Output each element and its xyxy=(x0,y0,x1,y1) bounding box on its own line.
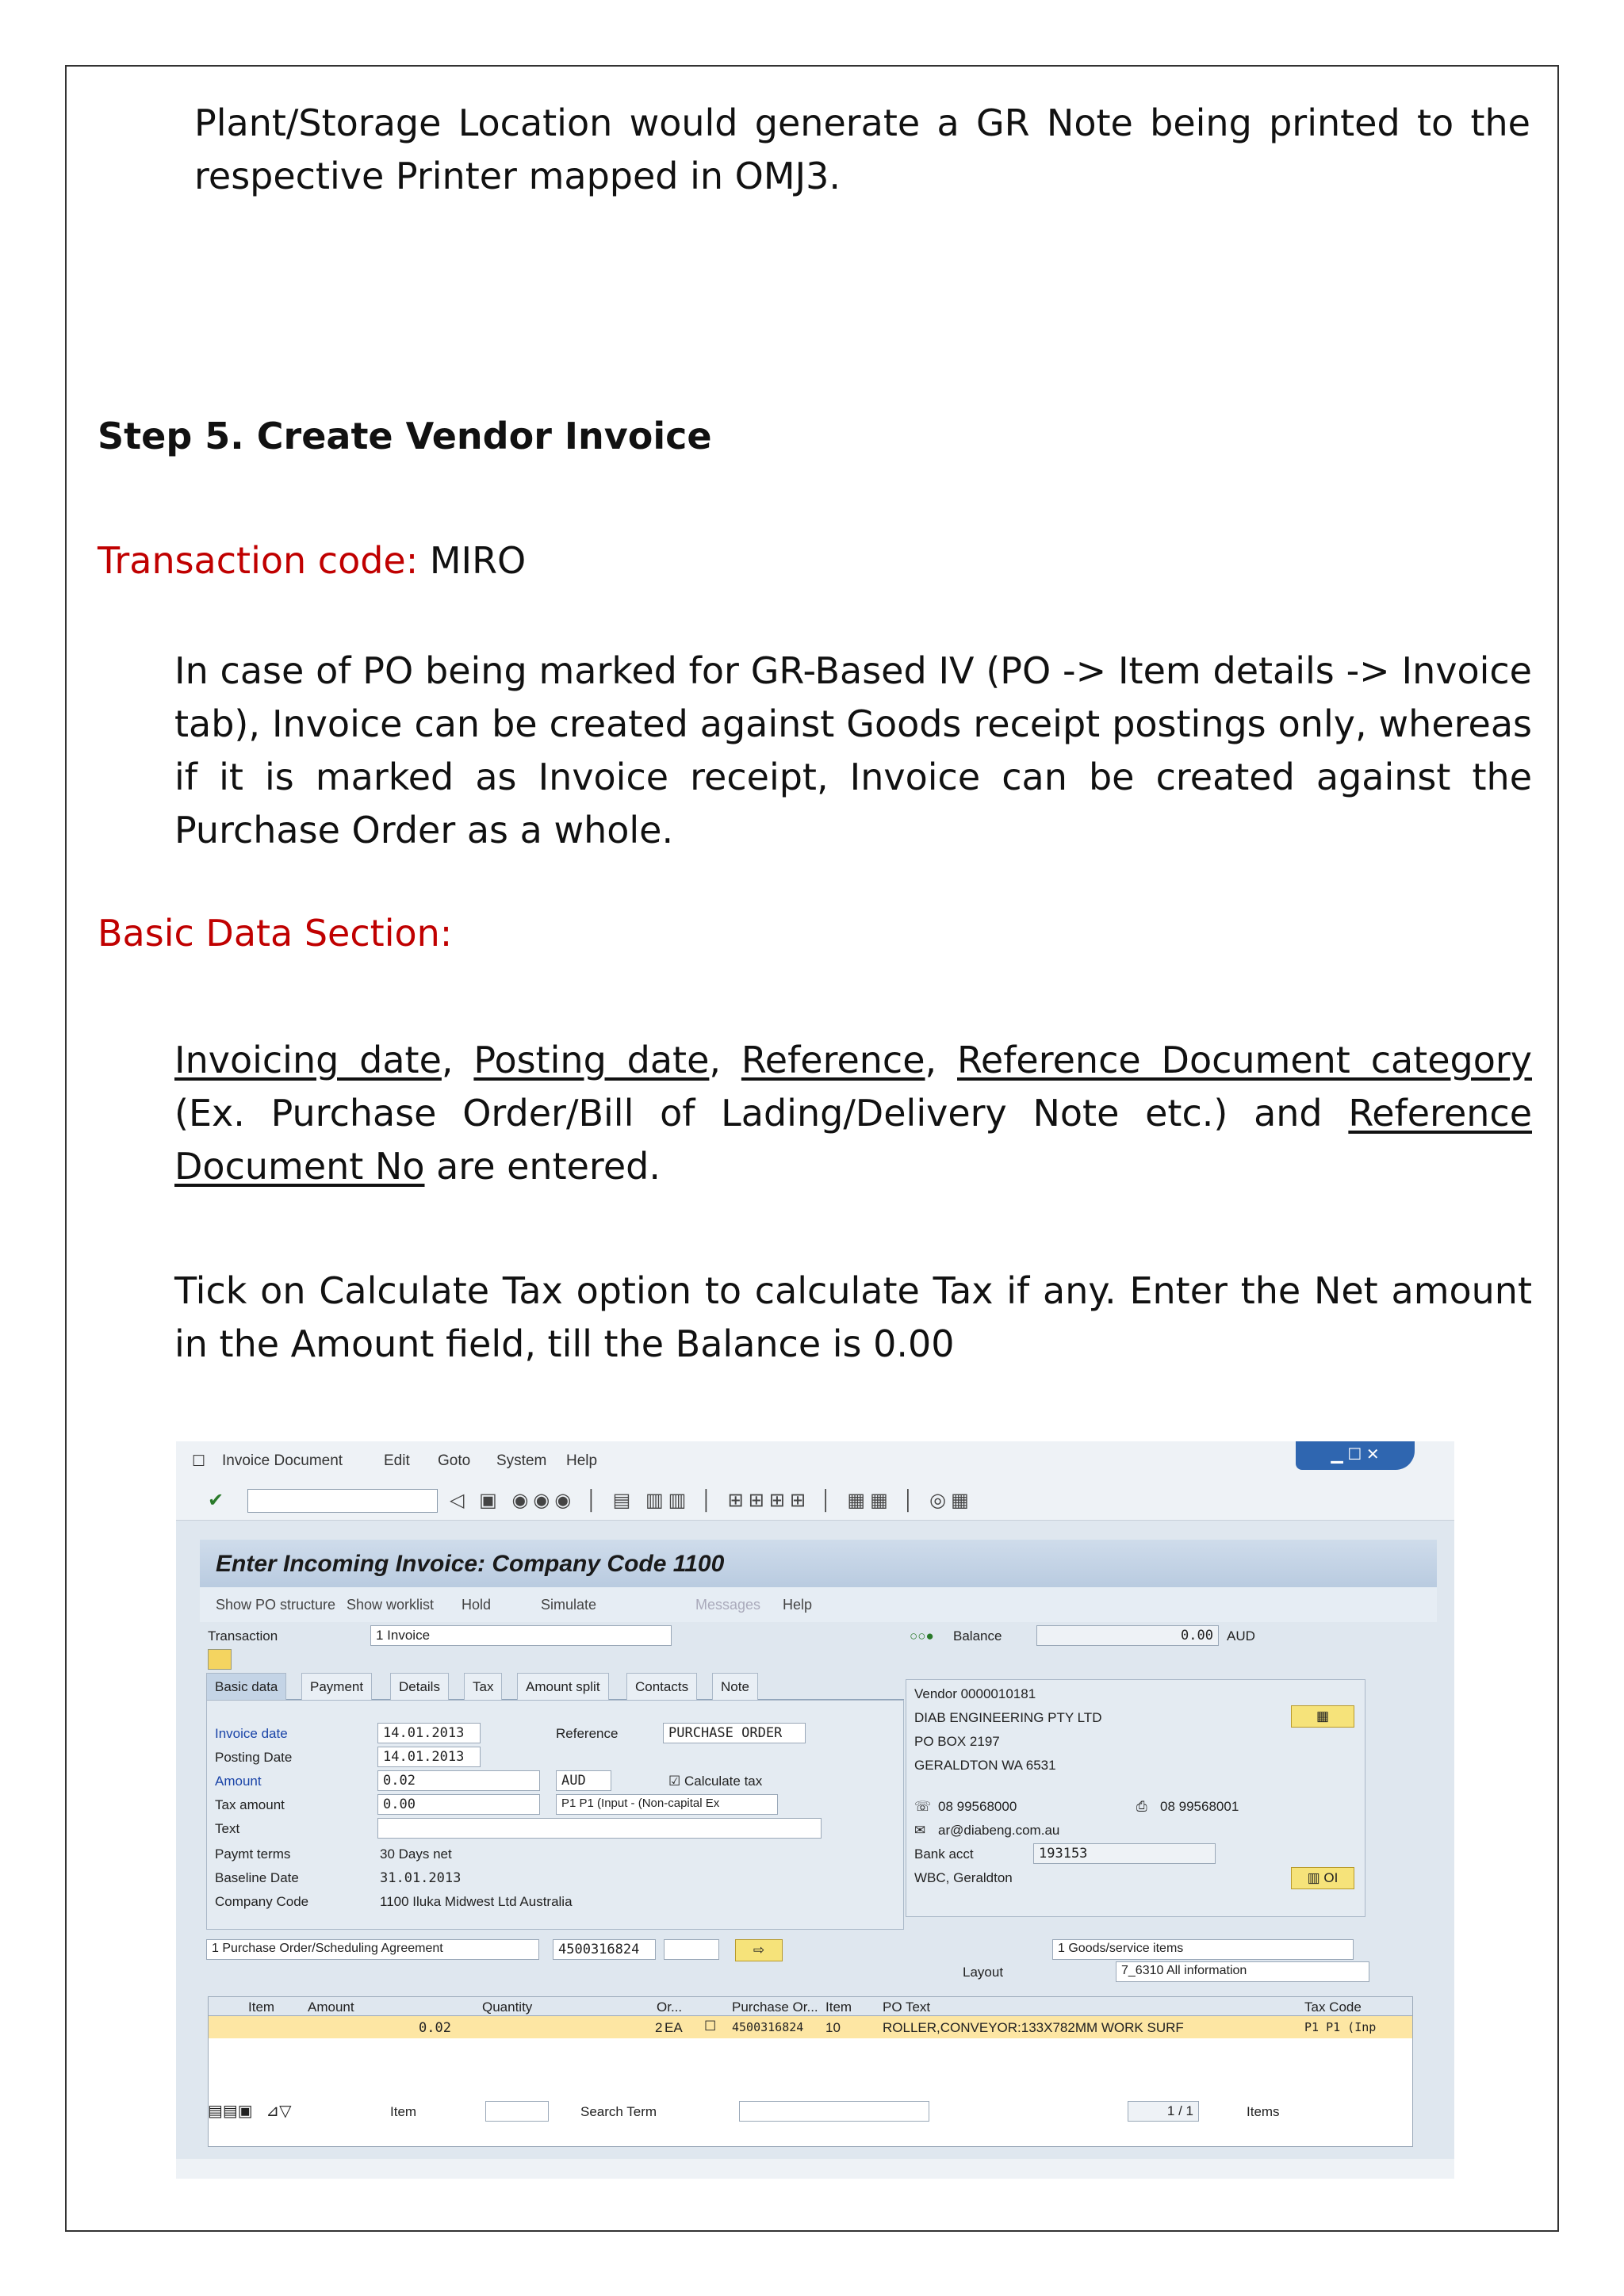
tab-note[interactable]: Note xyxy=(712,1673,758,1700)
menu-edit[interactable]: Edit xyxy=(384,1452,410,1469)
vendor-details-button[interactable]: ▦ xyxy=(1291,1705,1354,1728)
step-heading: Step 5. Create Vendor Invoice xyxy=(98,415,712,457)
table-row[interactable] xyxy=(209,2016,1412,2038)
row-unit: EA xyxy=(665,2020,683,2035)
search-term-label: Search Term xyxy=(580,2104,657,2119)
reference-term: Reference xyxy=(741,1039,925,1081)
reference-field[interactable]: PURCHASE ORDER xyxy=(663,1723,806,1743)
tab-details[interactable]: Details xyxy=(390,1673,449,1700)
baseline-date-label: Baseline Date xyxy=(215,1870,299,1885)
posting-date-field[interactable]: 14.01.2013 xyxy=(377,1747,481,1767)
ref-doc-item-field[interactable] xyxy=(664,1939,719,1960)
tab-contacts[interactable]: Contacts xyxy=(626,1673,697,1700)
payment-terms-label: Paymt terms xyxy=(215,1846,291,1862)
text-label: Text xyxy=(215,1821,240,1836)
reference-label: Reference xyxy=(556,1726,619,1741)
folder-icon[interactable] xyxy=(208,1649,232,1670)
text-field[interactable] xyxy=(377,1818,822,1839)
layout-label: Layout xyxy=(963,1965,1004,1980)
tab-amount-split[interactable]: Amount split xyxy=(517,1673,609,1700)
vendor-fax: 08 99568001 xyxy=(1160,1799,1239,1814)
amount-label: Amount xyxy=(215,1774,262,1789)
menu-help[interactable]: Help xyxy=(566,1452,598,1469)
search-term-field[interactable] xyxy=(739,2101,929,2122)
col-tax-code[interactable]: Tax Code xyxy=(1304,1999,1362,2015)
goods-service-select[interactable]: 1 Goods/service items xyxy=(1052,1939,1354,1960)
vendor-city: GERALDTON WA 6531 xyxy=(914,1758,1056,1773)
tax-amount-field[interactable]: 0.00 xyxy=(377,1794,540,1815)
col-po-item[interactable]: Item xyxy=(825,1999,852,2015)
vendor-phone: 08 99568000 xyxy=(938,1799,1017,1814)
col-order-unit[interactable]: Or... xyxy=(657,1999,683,2015)
bank-name: WBC, Geraldton xyxy=(914,1870,1013,1885)
baseline-date-value: 31.01.2013 xyxy=(380,1870,462,1886)
phone-icon: ☏ xyxy=(914,1799,932,1814)
intro-paragraph: Plant/Storage Location would generate a GR Note being printed to the respective Printer mapped in OMJ3. xyxy=(194,101,1530,197)
sep: , xyxy=(925,1039,958,1081)
item-search-label: Item xyxy=(390,2104,417,2119)
open-items-label: OI xyxy=(1323,1870,1339,1885)
row-tax-code: P1 P1 (Inp xyxy=(1304,2020,1377,2034)
fields-paragraph xyxy=(174,1034,1532,1193)
row-amount: 0.02 xyxy=(419,2020,451,2036)
calculate-tax-checkbox[interactable]: ☑ Calculate tax xyxy=(668,1774,763,1789)
paragraph-text: (Ex. Purchase Order/Bill of Lading/Delivery Note etc.) and xyxy=(174,1092,1349,1135)
invoice-tabs xyxy=(206,1673,904,1700)
menu-goto[interactable]: Goto xyxy=(438,1452,471,1469)
basic-data-label: Basic Data Section: xyxy=(98,912,453,955)
gr-based-paragraph: In case of PO being marked for GR-Based IV (PO -> Item details -> Invoice tab), Invoice can be created against Goods receipt postings only, whereas if it is marked as Invoice receipt, Invoice can be created against the Purchase Order as a whole. xyxy=(174,649,1532,851)
tax-paragraph: Tick on Calculate Tax option to calculate Tax if any. Enter the Net amount in the Amount field, till the Balance is 0.00 xyxy=(174,1269,1532,1365)
status-light-icon: ○○● xyxy=(910,1628,934,1644)
posting-date-label: Posting Date xyxy=(215,1750,293,1765)
paragraph-text: are entered. xyxy=(424,1145,661,1188)
help-button[interactable]: Help xyxy=(783,1597,813,1613)
company-code-label: Company Code xyxy=(215,1894,309,1909)
row-po-text: ROLLER,CONVEYOR:133X782MM WORK SURF xyxy=(883,2020,1184,2035)
items-grid xyxy=(208,1996,1413,2147)
balance-currency: AUD xyxy=(1227,1628,1255,1644)
company-code-value: 1100 Iluka Midwest Ltd Australia xyxy=(380,1894,573,1909)
menu-icon[interactable]: ☐ xyxy=(192,1453,206,1470)
amount-field[interactable]: 0.02 xyxy=(377,1770,540,1791)
grid-tool-icons[interactable]: ▤▤▣ ⊿▽ xyxy=(208,2103,292,2120)
tab-payment[interactable]: Payment xyxy=(301,1673,372,1700)
open-items-button[interactable]: ▥ OI xyxy=(1291,1867,1354,1889)
vendor-header: Vendor 0000010181 xyxy=(914,1686,1036,1701)
sep: , xyxy=(441,1039,474,1081)
window-controls[interactable]: ▁ ☐ ✕ xyxy=(1296,1441,1415,1470)
ref-doc-number-field[interactable]: 4500316824 xyxy=(553,1939,656,1960)
layout-select[interactable]: 7_6310 All information xyxy=(1116,1961,1369,1982)
page-counter: 1 / 1 xyxy=(1128,2101,1199,2122)
vendor-email: ar@diabeng.com.au xyxy=(938,1823,1060,1838)
invoicing-date-term: Invoicing date xyxy=(174,1039,442,1081)
items-count-label: Items xyxy=(1247,2104,1280,2119)
enter-icon[interactable]: ✔ xyxy=(208,1490,224,1511)
transaction-label: Transaction xyxy=(208,1628,278,1644)
simulate-button[interactable]: Simulate xyxy=(541,1597,597,1613)
menu-invoice-document[interactable]: Invoice Document xyxy=(222,1452,343,1469)
row-purchase-order: 4500316824 xyxy=(732,2020,804,2034)
tax-amount-label: Tax amount xyxy=(215,1797,285,1812)
transaction-select[interactable]: 1 Invoice xyxy=(370,1625,672,1646)
tab-basic-data[interactable]: Basic data xyxy=(206,1673,286,1700)
vendor-po-box: PO BOX 2197 xyxy=(914,1734,1000,1749)
row-checkbox[interactable]: ☐ xyxy=(704,2019,717,2034)
sap-status-bar xyxy=(176,2159,1454,2179)
ref-doc-category-select[interactable]: 1 Purchase Order/Scheduling Agreement xyxy=(206,1939,539,1960)
ref-doc-category-term: Reference Document category xyxy=(957,1039,1532,1081)
posting-date-term: Posting date xyxy=(473,1039,710,1081)
sap-menubar xyxy=(176,1441,1454,1479)
application-toolbar xyxy=(200,1587,1437,1622)
amount-currency-field[interactable]: AUD xyxy=(556,1770,611,1791)
sep: , xyxy=(709,1039,741,1081)
hold-button[interactable]: Hold xyxy=(462,1597,492,1613)
vendor-panel xyxy=(906,1679,1365,1917)
row-quantity: 2 xyxy=(655,2020,663,2035)
sap-screen-title: Enter Incoming Invoice: Company Code 1100 xyxy=(216,1551,725,1577)
col-quantity[interactable]: Quantity xyxy=(482,1999,533,2015)
show-po-structure-button[interactable]: Show PO structure xyxy=(216,1597,336,1613)
col-item[interactable]: Item xyxy=(248,1999,275,2015)
show-worklist-button[interactable]: Show worklist xyxy=(347,1597,435,1613)
transaction-code-value: MIRO xyxy=(429,539,527,582)
invoice-date-field[interactable]: 14.01.2013 xyxy=(377,1723,481,1743)
payment-terms-value: 30 Days net xyxy=(380,1846,452,1862)
email-icon: ✉ xyxy=(914,1823,926,1838)
col-purchase-order[interactable]: Purchase Or... xyxy=(732,1999,818,2015)
balance-field: 0.00 xyxy=(1036,1625,1219,1646)
transaction-code-line xyxy=(98,539,526,582)
menu-system[interactable]: System xyxy=(496,1452,547,1469)
row-po-item: 10 xyxy=(825,2020,841,2035)
bank-account-label: Bank acct xyxy=(914,1846,974,1862)
grid-header xyxy=(209,1997,1412,2016)
balance-label: Balance xyxy=(953,1628,1002,1644)
fax-icon: ⎙ xyxy=(1136,1799,1147,1814)
transfer-button[interactable]: ⇨ xyxy=(735,1939,783,1961)
basic-data-panel xyxy=(206,1700,904,1930)
invoice-date-label: Invoice date xyxy=(215,1726,288,1741)
bank-account-field: 193153 xyxy=(1033,1843,1216,1864)
command-field[interactable] xyxy=(247,1489,438,1513)
tax-code-select[interactable]: P1 P1 (Input - (Non-capital Ex xyxy=(556,1794,778,1815)
col-po-text[interactable]: PO Text xyxy=(883,1999,931,2015)
tab-tax[interactable]: Tax xyxy=(464,1673,502,1700)
ref-doc-no-term: Reference Document No xyxy=(174,1092,1532,1188)
sap-title-bar xyxy=(200,1540,1437,1587)
transaction-code-label: Transaction code: xyxy=(98,539,430,582)
toolbar-icons[interactable]: ◁ ▣ ◉◉◉ │ ▤ ▥▥ │ ⊞⊞⊞⊞ │ ▦▦ │ ◎▦ xyxy=(450,1490,974,1511)
col-amount[interactable]: Amount xyxy=(308,1999,354,2015)
item-search-field[interactable] xyxy=(485,2101,549,2122)
sap-miro-screenshot xyxy=(176,1441,1454,2179)
calculate-tax-label: Calculate tax xyxy=(684,1774,763,1789)
vendor-name: DIAB ENGINEERING PTY LTD xyxy=(914,1710,1102,1725)
messages-button: Messages xyxy=(695,1597,761,1613)
